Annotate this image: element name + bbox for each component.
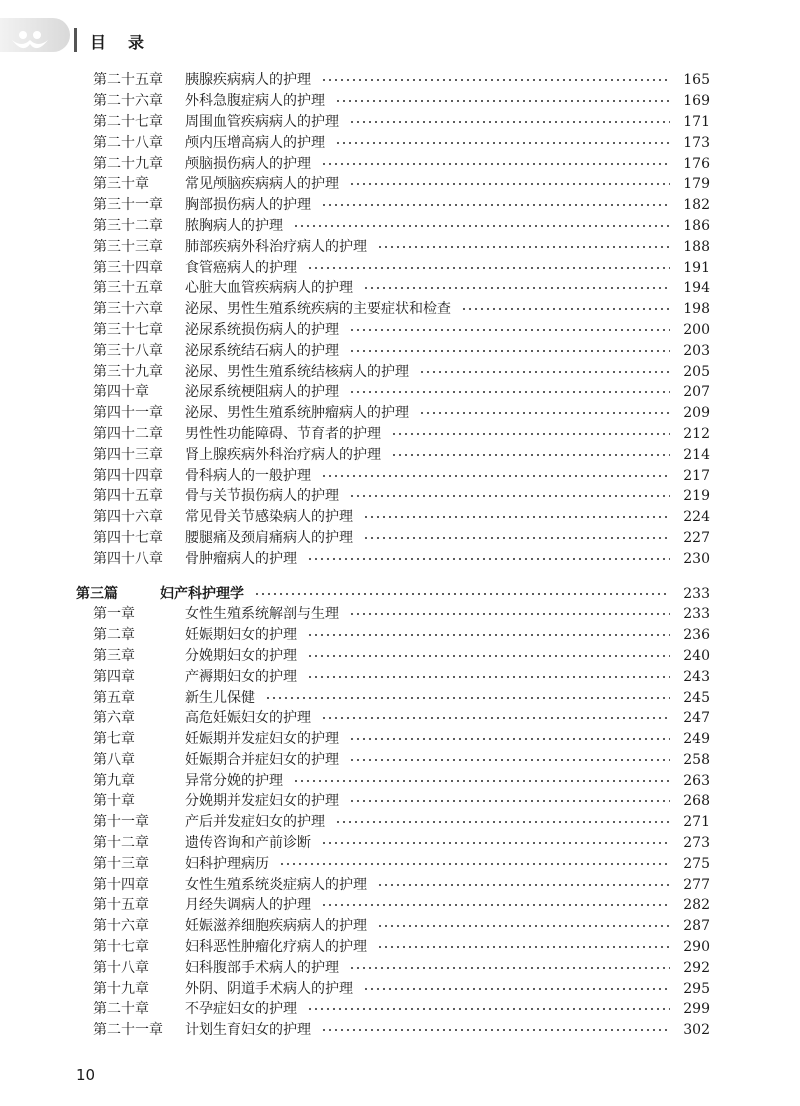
toc-entry-page: 171 — [683, 113, 710, 130]
toc-leader-dots — [307, 558, 670, 560]
toc-entry-page: 247 — [683, 710, 710, 727]
toc-leader-dots — [461, 308, 670, 310]
toc-leader-dots — [349, 495, 670, 497]
toc-entry-page: 295 — [683, 980, 710, 997]
toc-entry-title: 外科急腹症病人的护理 — [185, 93, 325, 110]
toc-chapter-row[interactable] — [76, 320, 710, 341]
toc-entry-page: 236 — [683, 627, 710, 644]
toc-entry-title: 泌尿、男性生殖系统结核病人的护理 — [185, 363, 409, 380]
toc-entry-number: 第四十二章 — [93, 425, 163, 442]
toc-chapter-row[interactable] — [76, 444, 710, 465]
toc-chapter-row[interactable] — [76, 507, 710, 528]
toc-entry-number: 第十一章 — [93, 814, 149, 831]
toc-leader-dots — [377, 925, 670, 927]
toc-chapter-row[interactable] — [76, 257, 710, 278]
toc-chapter-row[interactable] — [76, 604, 710, 625]
toc-entry-title: 颅脑损伤病人的护理 — [185, 155, 311, 172]
toc-entry-page: 188 — [683, 238, 710, 255]
toc-leader-dots — [419, 412, 670, 414]
toc-entry-number: 第三十六章 — [93, 301, 163, 318]
toc-leader-dots — [307, 1008, 670, 1010]
toc-entry-page: 176 — [683, 155, 710, 172]
toc-leader-dots — [349, 738, 670, 740]
toc-chapter-row[interactable] — [76, 91, 710, 112]
toc-leader-dots — [307, 655, 670, 657]
toc-entry-title: 妊娠滋养细胞疾病病人的护理 — [185, 918, 367, 935]
toc-entry-title: 肺部疾病外科治疗病人的护理 — [185, 238, 367, 255]
toc-entry-number: 第二章 — [93, 627, 135, 644]
toc-chapter-row[interactable] — [76, 340, 710, 361]
toc-entry-number: 第三十二章 — [93, 217, 163, 234]
toc-chapter-row[interactable] — [76, 646, 710, 667]
toc-entry-number: 第七章 — [93, 731, 135, 748]
toc-entry-title: 产褥期妇女的护理 — [185, 668, 297, 685]
toc-chapter-row[interactable] — [76, 729, 710, 750]
toc-chapter-row[interactable] — [76, 548, 710, 569]
toc-leader-dots — [349, 350, 670, 352]
toc-chapter-row[interactable] — [76, 874, 710, 895]
toc-entry-number: 第十五章 — [93, 897, 149, 914]
book-logo-icon — [8, 28, 52, 54]
toc-entry-page: 224 — [683, 509, 710, 526]
toc-entry-page: 249 — [683, 731, 710, 748]
toc-entry-page: 191 — [683, 259, 710, 276]
toc-entry-number: 第二十七章 — [93, 113, 163, 130]
toc-entry-title: 计划生育妇女的护理 — [185, 1022, 311, 1039]
toc-leader-dots — [349, 759, 670, 761]
toc-leader-dots — [349, 121, 670, 123]
toc-leader-dots — [349, 613, 670, 615]
toc-entry-title: 异常分娩的护理 — [185, 772, 283, 789]
toc-entry-number: 第二十五章 — [93, 72, 163, 89]
toc-entry-number: 第四十章 — [93, 384, 149, 401]
toc-entry-page: 243 — [683, 668, 710, 685]
toc-leader-dots — [321, 1029, 670, 1031]
toc-entry-title: 妇科恶性肿瘤化疗病人的护理 — [185, 939, 367, 956]
toc-entry-number: 第二十六章 — [93, 93, 163, 110]
toc-entry-number: 第三章 — [93, 647, 135, 664]
toc-entry-page: 198 — [683, 301, 710, 318]
toc-chapter-row[interactable] — [76, 999, 710, 1020]
toc-entry-number: 第三十四章 — [93, 259, 163, 276]
toc-entry-number: 第十八章 — [93, 959, 149, 976]
toc-entry-number: 第四十一章 — [93, 405, 163, 422]
toc-entry-number: 第三十五章 — [93, 280, 163, 297]
toc-chapter-row[interactable] — [76, 112, 710, 133]
toc-leader-dots — [279, 863, 670, 865]
toc-entry-page: 299 — [683, 1001, 710, 1018]
toc-chapter-row[interactable] — [76, 937, 710, 958]
toc-entry-title: 泌尿系统损伤病人的护理 — [185, 321, 339, 338]
toc-entry-title: 外阴、阴道手术病人的护理 — [185, 980, 353, 997]
toc-entry-page: 219 — [683, 488, 710, 505]
toc-entry-title: 遗传咨询和产前诊断 — [185, 835, 311, 852]
toc-entry-title: 妇科腹部手术病人的护理 — [185, 959, 339, 976]
toc-chapter-row[interactable] — [76, 299, 710, 320]
toc-entry-number: 第一章 — [93, 606, 135, 623]
toc-leader-dots — [419, 371, 670, 373]
toc-leader-dots — [363, 516, 670, 518]
page-header — [0, 0, 800, 60]
toc-chapter-row[interactable] — [76, 153, 710, 174]
toc-leader-dots — [349, 329, 670, 331]
toc-entry-page: 227 — [683, 529, 710, 546]
toc-chapter-row[interactable] — [76, 708, 710, 729]
toc-entry-title: 心脏大血管疾病病人的护理 — [185, 280, 353, 297]
toc-entry-title: 妊娠期合并症妇女的护理 — [185, 751, 339, 768]
toc-entry-title: 泌尿系统结石病人的护理 — [185, 342, 339, 359]
toc-entry-page: 258 — [683, 751, 710, 768]
toc-entry-page: 207 — [683, 384, 710, 401]
toc-chapter-row[interactable] — [76, 750, 710, 771]
toc-chapter-row[interactable] — [76, 687, 710, 708]
toc-chapter-row[interactable] — [76, 978, 710, 999]
toc-leader-dots — [391, 454, 670, 456]
toc-leader-dots — [321, 904, 670, 906]
toc-chapter-row[interactable] — [76, 791, 710, 812]
toc-entry-page: 271 — [683, 814, 710, 831]
toc-entry-number: 第四十四章 — [93, 467, 163, 484]
toc-leader-dots — [321, 717, 670, 719]
toc-entry-title: 骨与关节损伤病人的护理 — [185, 488, 339, 505]
toc-leader-dots — [293, 780, 670, 782]
toc-entry-title: 食管癌病人的护理 — [185, 259, 297, 276]
toc-leader-dots — [321, 204, 670, 206]
toc-leader-dots — [391, 433, 670, 435]
toc-chapter-row[interactable] — [76, 853, 710, 874]
toc-chapter-row[interactable] — [76, 382, 710, 403]
toc-entry-number: 第十六章 — [93, 918, 149, 935]
toc-chapter-row[interactable] — [76, 403, 710, 424]
toc-entry-page: 182 — [683, 197, 710, 214]
toc-entry-page: 212 — [683, 425, 710, 442]
toc-entry-number: 第五章 — [93, 689, 135, 706]
toc-entry-page: 245 — [683, 689, 710, 706]
toc-entry-title: 泌尿系统梗阻病人的护理 — [185, 384, 339, 401]
toc-leader-dots — [307, 267, 670, 269]
toc-leader-dots — [265, 697, 670, 699]
toc-entry-title: 妊娠期妇女的护理 — [185, 627, 297, 644]
toc-entry-number: 第三十章 — [93, 176, 149, 193]
toc-entry-page: 186 — [683, 217, 710, 234]
toc-chapter-row[interactable] — [76, 812, 710, 833]
toc-entry-number: 第三十九章 — [93, 363, 163, 380]
toc-chapter-row[interactable] — [76, 916, 710, 937]
toc-leader-dots — [293, 225, 670, 227]
toc-leader-dots — [254, 593, 670, 595]
toc-entry-page: 203 — [683, 342, 710, 359]
toc-chapter-row[interactable] — [76, 361, 710, 382]
toc-leader-dots — [307, 634, 670, 636]
page-number: 10 — [76, 1066, 96, 1084]
toc-entry-page: 179 — [683, 176, 710, 193]
toc-chapter-row[interactable] — [76, 666, 710, 687]
toc-entry-title: 女性生殖系统解剖与生理 — [185, 606, 339, 623]
toc-entry-title: 产后并发症妇女的护理 — [185, 814, 325, 831]
toc-chapter-row[interactable] — [76, 174, 710, 195]
toc-entry-title: 新生儿保健 — [185, 689, 255, 706]
toc-entry-number: 第四十八章 — [93, 550, 163, 567]
toc-chapter-row[interactable] — [76, 70, 710, 91]
toc-entry-page: 302 — [683, 1022, 710, 1039]
toc-chapter-row[interactable] — [76, 424, 710, 445]
toc-leader-dots — [307, 676, 670, 678]
toc-entry-page: 173 — [683, 134, 710, 151]
toc-entry-number: 第十四章 — [93, 876, 149, 893]
toc-entry-page: 217 — [683, 467, 710, 484]
toc-chapter-row[interactable] — [76, 278, 710, 299]
toc-leader-dots — [321, 79, 670, 81]
toc-entry-title: 胰腺疾病病人的护理 — [185, 72, 311, 89]
toc-entry-number: 第四十六章 — [93, 509, 163, 526]
toc-leader-dots — [335, 821, 670, 823]
toc-entry-page: 240 — [683, 647, 710, 664]
toc-entry-number: 第四十七章 — [93, 529, 163, 546]
toc-entry-title: 脓胸病人的护理 — [185, 217, 283, 234]
toc-entry-page: 273 — [683, 835, 710, 852]
toc-entry-page: 275 — [683, 855, 710, 872]
toc-leader-dots — [321, 842, 670, 844]
toc-leader-dots — [321, 163, 670, 165]
toc-entry-number: 第十七章 — [93, 939, 149, 956]
toc-chapter-row[interactable] — [76, 895, 710, 916]
toc-chapter-row[interactable] — [76, 195, 710, 216]
toc-entry-title: 女性生殖系统炎症病人的护理 — [185, 876, 367, 893]
toc-entry-page: 233 — [683, 585, 710, 602]
toc-entry-number: 第二十章 — [93, 1001, 149, 1018]
toc-entry-title: 高危妊娠妇女的护理 — [185, 710, 311, 727]
toc-leader-dots — [377, 884, 670, 886]
toc-entry-page: 214 — [683, 446, 710, 463]
toc-entry-title: 妊娠期并发症妇女的护理 — [185, 731, 339, 748]
toc-entry-number: 第三十八章 — [93, 342, 163, 359]
toc-leader-dots — [363, 287, 670, 289]
toc-entry-number: 第八章 — [93, 751, 135, 768]
toc-entry-number: 第三十三章 — [93, 238, 163, 255]
toc-entry-number: 第十章 — [93, 793, 135, 810]
toc-leader-dots — [377, 246, 670, 248]
toc-chapter-row[interactable] — [76, 833, 710, 854]
toc-leader-dots — [321, 475, 670, 477]
toc-entry-number: 第四章 — [93, 668, 135, 685]
toc-entry-page: 169 — [683, 93, 710, 110]
toc-entry-title: 月经失调病人的护理 — [185, 897, 311, 914]
toc-leader-dots — [363, 537, 670, 539]
toc-entry-title: 泌尿、男性生殖系统肿瘤病人的护理 — [185, 405, 409, 422]
toc-entry-page: 292 — [683, 959, 710, 976]
toc-entry-number: 第二十八章 — [93, 134, 163, 151]
toc-leader-dots — [349, 967, 670, 969]
toc-entry-page: 290 — [683, 939, 710, 956]
header-divider — [74, 28, 77, 52]
toc-leader-dots — [363, 988, 670, 990]
toc-leader-dots — [349, 183, 670, 185]
toc-leader-dots — [349, 391, 670, 393]
toc-chapter-row[interactable] — [76, 486, 710, 507]
toc-entry-page: 165 — [683, 72, 710, 89]
toc-entry-title: 不孕症妇女的护理 — [185, 1001, 297, 1018]
header-logo-band — [0, 18, 70, 52]
toc-chapter-row[interactable] — [76, 236, 710, 257]
toc-entry-title: 周围血管疾病病人的护理 — [185, 113, 339, 130]
toc-entry-number: 第三篇 — [76, 585, 118, 602]
toc-leader-dots — [377, 946, 670, 948]
toc-entry-page: 287 — [683, 918, 710, 935]
toc-entry-title: 妇产科护理学 — [160, 585, 244, 602]
toc-entry-title: 分娩期并发症妇女的护理 — [185, 793, 339, 810]
toc-entry-page: 282 — [683, 897, 710, 914]
toc-chapter-row[interactable] — [76, 957, 710, 978]
toc-entry-number: 第三十七章 — [93, 321, 163, 338]
toc-entry-page: 277 — [683, 876, 710, 893]
toc-chapter-row[interactable] — [76, 132, 710, 153]
toc-part-row[interactable] — [76, 583, 710, 604]
toc-entry-title: 胸部损伤病人的护理 — [185, 197, 311, 214]
toc-entry-number: 第四十三章 — [93, 446, 163, 463]
toc-chapter-row[interactable] — [76, 465, 710, 486]
toc-leader-dots — [335, 142, 670, 144]
toc-chapter-row[interactable] — [76, 770, 710, 791]
toc-entry-page: 209 — [683, 405, 710, 422]
toc-leader-dots — [349, 800, 670, 802]
toc-entry-page: 233 — [683, 606, 710, 623]
toc-entry-number: 第六章 — [93, 710, 135, 727]
toc-entry-number: 第二十九章 — [93, 155, 163, 172]
toc-chapter-row[interactable] — [76, 1020, 710, 1041]
toc-entry-page: 194 — [683, 280, 710, 297]
toc-leader-dots — [335, 100, 670, 102]
toc-entry-title: 分娩期妇女的护理 — [185, 647, 297, 664]
toc-entry-title: 妇科护理病历 — [185, 855, 269, 872]
toc-entry-page: 263 — [683, 772, 710, 789]
toc-entry-title: 骨肿瘤病人的护理 — [185, 550, 297, 567]
toc-entry-page: 205 — [683, 363, 710, 380]
toc-entry-title: 泌尿、男性生殖系统疾病的主要症状和检查 — [185, 301, 451, 318]
toc-chapter-row[interactable] — [76, 528, 710, 549]
toc-entry-title: 颅内压增高病人的护理 — [185, 134, 325, 151]
table-of-contents — [76, 70, 710, 1041]
toc-entry-title: 常见颅脑疾病病人的护理 — [185, 176, 339, 193]
toc-entry-title: 骨科病人的一般护理 — [185, 467, 311, 484]
toc-entry-page: 200 — [683, 321, 710, 338]
toc-entry-title: 肾上腺疾病外科治疗病人的护理 — [185, 446, 381, 463]
toc-chapter-row[interactable] — [76, 216, 710, 237]
toc-entry-title: 常见骨关节感染病人的护理 — [185, 509, 353, 526]
toc-chapter-row[interactable] — [76, 625, 710, 646]
toc-entry-number: 第三十一章 — [93, 197, 163, 214]
toc-entry-number: 第十二章 — [93, 835, 149, 852]
toc-entry-number: 第十九章 — [93, 980, 149, 997]
toc-entry-title: 腰腿痛及颈肩痛病人的护理 — [185, 529, 353, 546]
toc-entry-page: 230 — [683, 550, 710, 567]
toc-entry-title: 男性性功能障碍、节育者的护理 — [185, 425, 381, 442]
toc-entry-number: 第十三章 — [93, 855, 149, 872]
toc-entry-number: 第九章 — [93, 772, 135, 789]
page-title: 目录 — [90, 33, 167, 52]
toc-entry-number: 第四十五章 — [93, 488, 163, 505]
toc-entry-number: 第二十一章 — [93, 1022, 163, 1039]
toc-entry-page: 268 — [683, 793, 710, 810]
